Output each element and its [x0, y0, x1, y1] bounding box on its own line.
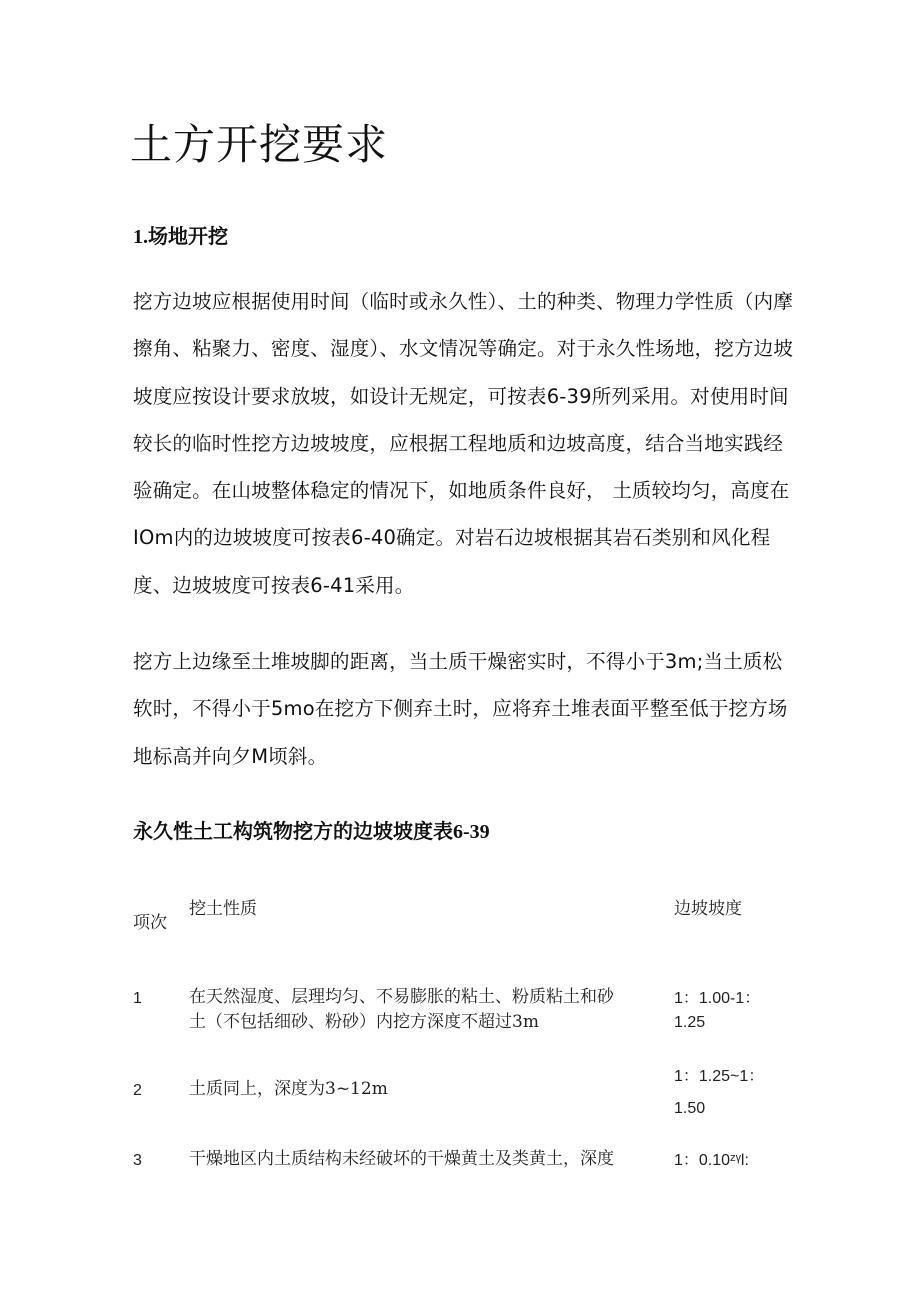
- row-2-soil-line1: 土质同上，深度为3~12m: [189, 1079, 388, 1099]
- row-2-slope-line1: 1：1.25~1：: [674, 1068, 765, 1085]
- row-1-index: 1: [133, 990, 142, 1007]
- row-2-slope-line2: 1.50: [674, 1100, 706, 1117]
- row-1-soil-line1: 在天然湿度、层理均匀、不易膨胀的粘土、粉质粘土和砂: [189, 987, 614, 1007]
- row-2-index: 2: [133, 1082, 142, 1099]
- row-1-slope-line1: 1：1.00-1：: [674, 990, 761, 1007]
- header-soil: 挖土性质: [189, 899, 257, 919]
- row-1-soil-line2: 土（不包括细砂、粉砂）内挖方深度不超过3m: [189, 1012, 539, 1032]
- row-3-index: 3: [133, 1152, 142, 1169]
- table-caption: 永久性土工构筑物挖方的边坡坡度表6-39: [133, 821, 490, 843]
- row-3-soil-line1: 干燥地区内土质结构未经破坏的干燥黄土及类黄土，深度: [189, 1149, 614, 1169]
- section-heading: 1.场地开挖: [133, 226, 228, 248]
- row-1-slope-line2: 1.25: [674, 1014, 706, 1031]
- header-slope: 边坡坡度: [674, 899, 742, 919]
- document-title: 土方开挖要求: [130, 120, 389, 169]
- paragraph-spoil-distance: 挖方上边缘至土堆坡脚的距离，当土质干燥密实时，不得小于3m;当土质松软时，不得小于5mo在挖方下侧弃土时，应将弃土堆表面平整至低于挖方场地标高并向夕M顷斜。: [133, 650, 788, 768]
- header-index: 项次: [133, 913, 167, 933]
- row-3-slope-line1: 1：0.10ᶻᵞl:: [674, 1152, 749, 1169]
- paragraph-excavation-slope: 挖方边坡应根据使用时间（临时或永久性）、土的种类、物理力学性质（内摩擦角、粘聚力、密度、湿度）、水文情况等确定。对于永久性场地，挖方边坡坡度应按设计要求放坡，如设计无规定，可按表6-39所列采用。对使用时间较长的临时性挖方边坡坡度，应根据工程地质和边坡高度，结合当地实践经验确定。在山坡整体稳定的情况下，如地质条件良好， 土质较均匀，高度在IOm内的边坡坡度可按表6-40确定。对岩石边坡根据其岩石类别和风化程度、边坡坡度可按表6-41采用。: [133, 290, 794, 597]
